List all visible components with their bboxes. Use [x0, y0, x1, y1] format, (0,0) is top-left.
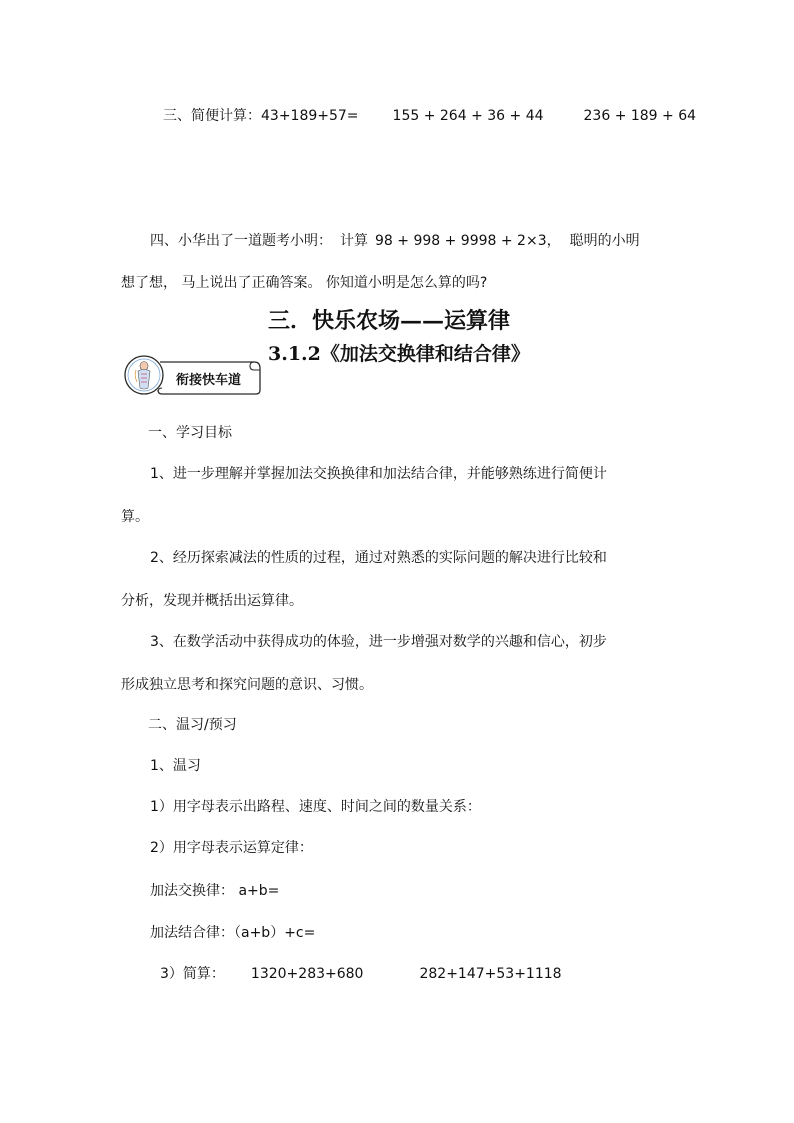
section-4-line-1 — [150, 231, 640, 251]
section-4-text-a: 四、小华出了一道题考小明： — [150, 233, 332, 249]
review-item-3-label: 3）简算： — [160, 966, 225, 982]
goals-heading: 一、学习目标 — [148, 425, 232, 441]
section-3-expr-3: 236 + 189 + 64 — [583, 108, 697, 124]
banner-label: 衔接快车道 — [176, 373, 242, 388]
goal-2-line-2: 分析，发现并概括出运算律。 — [121, 593, 303, 609]
goal-3-line-1: 3、在数学活动中获得成功的体验，进一步增强对数学的兴趣和信心，初步 — [150, 634, 607, 650]
review-sub-1: 1、温习 — [150, 758, 201, 774]
lesson-title: 3.1.2《加法交换律和结合律》 — [268, 343, 530, 365]
chapter-title: 三．快乐农场——运算律 — [268, 308, 511, 334]
review-item-3-expr-2: 282+147+53+1118 — [419, 966, 562, 982]
section-3-expr-2: 155 + 264 + 36 + 44 — [392, 108, 544, 124]
goal-1-line-1: 1、进一步理解并掌握加法交换换律和加法结合律，并能够熟练进行简便计 — [150, 466, 607, 482]
review-law-2: 加法结合律：（a+b）+c= — [150, 925, 316, 941]
goal-3-line-2: 形成独立思考和探究问题的意识、习惯。 — [121, 677, 373, 693]
section-4-text-c: 聪明的小明 — [569, 233, 640, 249]
section-4-line-2: 想了想， 马上说出了正确答案。 你知道小明是怎么算的吗? — [121, 275, 488, 291]
section-3-line — [163, 106, 696, 126]
section-4-text-b: 计算 — [340, 233, 368, 249]
review-law-1: 加法交换律： a+b= — [150, 883, 280, 899]
section-3-label: 三、简便计算： — [163, 108, 261, 124]
section-4-expr: 98 + 998 + 9998 + 2×3， — [375, 233, 561, 249]
goal-2-line-1: 2、经历探索减法的性质的过程，通过对熟悉的实际问题的解决进行比较和 — [150, 550, 607, 566]
review-heading: 二、温习/预习 — [148, 717, 237, 733]
review-item-3 — [160, 964, 562, 984]
goal-1-line-2: 算。 — [121, 509, 149, 525]
review-item-3-expr-1: 1320+283+680 — [250, 966, 364, 982]
section-3-expr-1: 43+189+57= — [261, 108, 359, 124]
review-item-2: 2）用字母表示运算定律： — [150, 840, 313, 856]
review-item-1: 1）用字母表示出路程、速度、时间之间的数量关系： — [150, 799, 481, 815]
